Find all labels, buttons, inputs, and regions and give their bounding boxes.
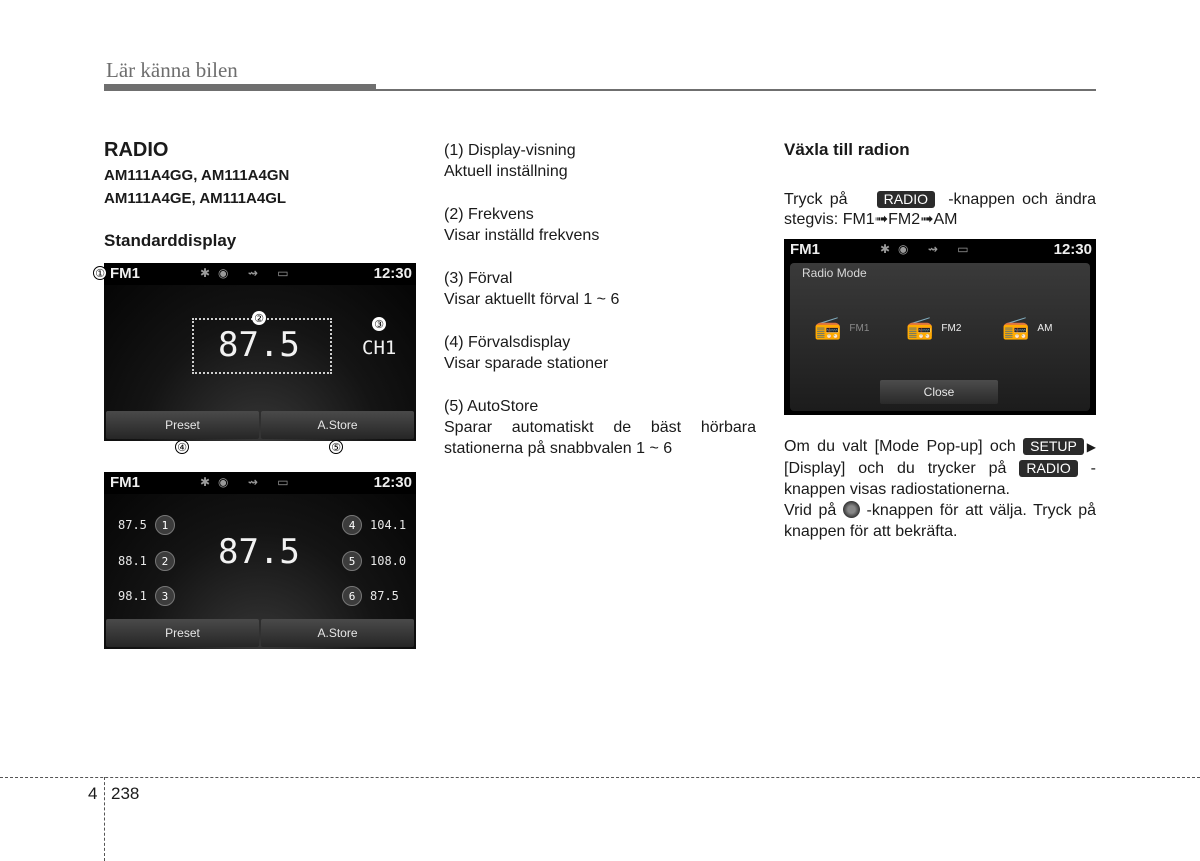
preset-frequency: 108.0 [370, 554, 407, 568]
p2-prefix: Om du valt [Mode Pop-up] och [784, 438, 1016, 455]
mode-label: FM1 [110, 265, 140, 282]
p1-suffix: -knappen och ändra stegvis: FM1➟FM2➟AM [784, 191, 1096, 228]
model-codes-line1: AM111A4GG, AM111A4GN [104, 167, 290, 184]
preset-row[interactable] [342, 551, 406, 571]
status-icons: ✱◉ ⇝ ▭ [200, 475, 297, 489]
preset-row[interactable] [118, 515, 175, 535]
model-codes-line2: AM111A4GE, AM111A4GL [104, 190, 287, 207]
callout-3: ③ [372, 317, 386, 331]
p3-prefix: Vrid på [784, 502, 837, 519]
clock: 12:30 [1053, 241, 1092, 258]
p3-suffix: -knappen för att välja. Tryck på knappen för att bekräfta. [784, 502, 1097, 540]
legend-text: Visar sparade stationer [444, 355, 609, 372]
popup-title: Radio Mode [802, 266, 867, 280]
subsection-title: Standarddisplay [104, 231, 237, 250]
option-label: FM1 [849, 322, 870, 334]
option-label: FM2 [941, 322, 962, 334]
preset-frequency: 104.1 [370, 518, 407, 532]
preset-number: 6 [342, 586, 362, 606]
frequency-display: 87.5 [218, 532, 300, 572]
preset-number: 2 [155, 551, 175, 571]
legend-item [444, 268, 756, 310]
clock: 12:30 [373, 265, 412, 282]
preset-softkey[interactable]: Preset [106, 411, 259, 439]
legend-head: (5) AutoStore [444, 398, 539, 415]
legend-head: (4) Förvalsdisplay [444, 334, 571, 351]
callout-2: ② [252, 311, 266, 325]
preset-softkey[interactable]: Preset [106, 619, 259, 647]
preset-row[interactable] [118, 586, 175, 606]
status-bar [784, 239, 1096, 261]
radio-icon: 📻 [814, 315, 842, 340]
setup-key: SETUP [1023, 438, 1084, 455]
preset-number: 3 [155, 586, 175, 606]
callout-5: ⑤ [329, 440, 343, 454]
fm2-option[interactable] [906, 315, 961, 341]
mode-label: FM1 [110, 474, 140, 491]
paragraph-2 [784, 436, 1096, 500]
preset-frequency: 87.5 [118, 518, 147, 532]
clock: 12:30 [373, 474, 412, 491]
preset-frequency: 98.1 [118, 589, 147, 603]
radio-key: RADIO [877, 191, 935, 208]
preset-channel: CH1 [362, 337, 397, 359]
mode-label: FM1 [790, 241, 820, 258]
preset-row[interactable] [342, 586, 399, 606]
fm1-option[interactable] [814, 315, 869, 341]
option-label: AM [1037, 322, 1053, 334]
preset-display-screen [104, 472, 416, 649]
close-button[interactable]: Close [880, 380, 998, 404]
status-icons: ✱◉ ⇝ ▭ [200, 266, 297, 280]
chapter-number: 4 [88, 784, 98, 803]
legend-item [444, 332, 756, 374]
status-bar [104, 472, 416, 494]
p1-prefix: Tryck på [784, 191, 848, 208]
legend-item [444, 396, 756, 459]
am-option[interactable] [1002, 315, 1052, 341]
footer-vertical-divider [104, 777, 105, 861]
legend-text: Aktuell inställning [444, 163, 568, 180]
footer-divider [0, 777, 1200, 778]
legend-head: (2) Frekvens [444, 206, 534, 223]
preset-number: 1 [155, 515, 175, 535]
preset-row[interactable] [342, 515, 406, 535]
p2-mid: [Display] och du trycker på [784, 460, 1007, 477]
legend-text: Visar aktuellt förval 1 ~ 6 [444, 291, 620, 308]
legend-item [444, 204, 756, 246]
preset-frequency: 88.1 [118, 554, 147, 568]
status-bar [104, 263, 416, 285]
softkey-bar [106, 411, 414, 439]
page-number: 238 [111, 784, 140, 803]
callout-1: ① [93, 266, 107, 280]
frequency-display: 87.5 [218, 325, 300, 365]
radio-key: RADIO [1019, 460, 1077, 477]
chapter-title: Lär känna bilen [106, 58, 238, 82]
preset-row[interactable] [118, 551, 175, 571]
radio-icon: 📻 [906, 315, 934, 340]
radio-mode-screen [784, 239, 1096, 415]
softkey-bar [106, 619, 414, 647]
header-rule-thick [104, 84, 376, 91]
preset-number: 4 [342, 515, 362, 535]
standard-display-screen [104, 263, 416, 441]
autostore-softkey[interactable]: A.Store [261, 411, 414, 439]
right-paragraphs [784, 436, 1096, 542]
callout-4: ④ [175, 440, 189, 454]
status-icons: ✱◉ ⇝ ▭ [880, 242, 977, 256]
arrow-right-icon: ▶ [1083, 440, 1097, 454]
section-title: RADIO [104, 139, 169, 161]
legend-list [444, 140, 756, 481]
legend-text: Visar inställd frekvens [444, 227, 600, 244]
header-rule-thin [376, 89, 1096, 91]
p2-suffix: -knappen visas radiostationerna. [784, 460, 1096, 498]
right-column [784, 140, 1096, 230]
preset-frequency: 87.5 [370, 589, 399, 603]
legend-head: (3) Förval [444, 270, 513, 287]
legend-head: (1) Display-visning [444, 142, 576, 159]
paragraph-3 [784, 500, 1096, 542]
switch-radio-title: Växla till radion [784, 140, 910, 159]
legend-text: Sparar automatiskt de bäst hörbara stationerna på snabbvalen 1 ~ 6 [444, 419, 756, 457]
radio-icon: 📻 [1002, 315, 1030, 340]
tune-knob-icon [843, 501, 860, 518]
autostore-softkey[interactable]: A.Store [261, 619, 414, 647]
model-codes [104, 164, 289, 210]
legend-item [444, 140, 756, 182]
paragraph-1 [784, 190, 1096, 230]
preset-number: 5 [342, 551, 362, 571]
